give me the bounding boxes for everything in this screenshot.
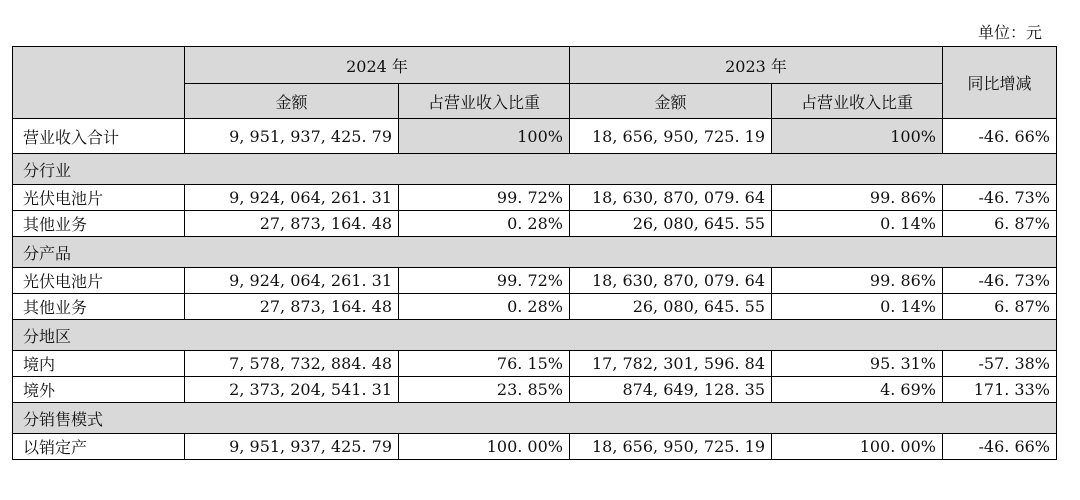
row-label: 以销定产 (13, 434, 185, 460)
section-header-row (13, 237, 1057, 268)
amount-2024-cell: 2, 373, 204, 541. 31 (185, 377, 399, 403)
share-2023-cell: 99. 86% (772, 268, 943, 294)
section-header-row (13, 403, 1057, 434)
total-share-2023: 100% (772, 119, 943, 154)
share-2024-cell: 0. 28% (399, 294, 570, 320)
amount-2024-cell: 27, 873, 164. 48 (185, 211, 399, 237)
total-amount-2024: 9, 951, 937, 425. 79 (185, 119, 399, 154)
row-label: 光伏电池片 (13, 185, 185, 211)
table-row (13, 434, 1057, 460)
share-2024-cell: 0. 28% (399, 211, 570, 237)
table-row (13, 351, 1057, 377)
amount-2023-cell: 26, 080, 645. 55 (570, 211, 772, 237)
yoy-cell: 171. 33% (943, 377, 1057, 403)
header-share-2023: 占营业收入比重 (772, 84, 943, 119)
table-header (13, 47, 1057, 119)
row-label: 光伏电池片 (13, 268, 185, 294)
share-2023-cell: 100. 00% (772, 434, 943, 460)
header-yoy: 同比增减 (943, 47, 1057, 119)
yoy-cell: -57. 38% (943, 351, 1057, 377)
share-2024-cell: 99. 72% (399, 268, 570, 294)
section-header-row (13, 320, 1057, 351)
share-2024-cell: 76. 15% (399, 351, 570, 377)
amount-2023-cell: 26, 080, 645. 55 (570, 294, 772, 320)
amount-2024-cell: 27, 873, 164. 48 (185, 294, 399, 320)
section-header-row (13, 154, 1057, 185)
row-label: 其他业务 (13, 211, 185, 237)
table-row (13, 294, 1057, 320)
row-label: 境外 (13, 377, 185, 403)
yoy-cell: 6. 87% (943, 294, 1057, 320)
table-row (13, 377, 1057, 403)
amount-2023-cell: 18, 630, 870, 079. 64 (570, 268, 772, 294)
amount-2024-cell: 7, 578, 732, 884. 48 (185, 351, 399, 377)
section-title: 分地区 (13, 320, 1057, 351)
table-row (13, 268, 1057, 294)
share-2024-cell: 23. 85% (399, 377, 570, 403)
header-year-2024: 2024 年 (185, 47, 570, 84)
row-label: 境内 (13, 351, 185, 377)
section-title: 分产品 (13, 237, 1057, 268)
share-2024-cell: 99. 72% (399, 185, 570, 211)
amount-2024-cell: 9, 924, 064, 261. 31 (185, 185, 399, 211)
amount-2023-cell: 17, 782, 301, 596. 84 (570, 351, 772, 377)
amount-2023-cell: 874, 649, 128. 35 (570, 377, 772, 403)
amount-2024-cell: 9, 924, 064, 261. 31 (185, 268, 399, 294)
share-2023-cell: 0. 14% (772, 211, 943, 237)
share-2023-cell: 95. 31% (772, 351, 943, 377)
yoy-cell: -46. 73% (943, 268, 1057, 294)
row-label: 其他业务 (13, 294, 185, 320)
header-amount-2023: 金额 (570, 84, 772, 119)
total-row (13, 119, 1057, 154)
amount-2023-cell: 18, 656, 950, 725. 19 (570, 434, 772, 460)
section-title: 分行业 (13, 154, 1057, 185)
total-amount-2023: 18, 656, 950, 725. 19 (570, 119, 772, 154)
header-amount-2024: 金额 (185, 84, 399, 119)
revenue-table (12, 46, 1057, 460)
header-share-2024: 占营业收入比重 (399, 84, 570, 119)
header-year-2023: 2023 年 (570, 47, 943, 84)
total-share-2024: 100% (399, 119, 570, 154)
yoy-cell: -46. 73% (943, 185, 1057, 211)
table-row (13, 211, 1057, 237)
yoy-cell: -46. 66% (943, 434, 1057, 460)
unit-label: 单位：元 (977, 23, 1042, 42)
amount-2024-cell: 9, 951, 937, 425. 79 (185, 434, 399, 460)
share-2023-cell: 0. 14% (772, 294, 943, 320)
share-2023-cell: 99. 86% (772, 185, 943, 211)
share-2024-cell: 100. 00% (399, 434, 570, 460)
header-blank-cell (13, 47, 185, 119)
total-label: 营业收入合计 (13, 119, 185, 154)
table-row (13, 185, 1057, 211)
yoy-cell: 6. 87% (943, 211, 1057, 237)
total-yoy: -46. 66% (943, 119, 1057, 154)
share-2023-cell: 4. 69% (772, 377, 943, 403)
amount-2023-cell: 18, 630, 870, 079. 64 (570, 185, 772, 211)
table-body (13, 119, 1057, 460)
section-title: 分销售模式 (13, 403, 1057, 434)
